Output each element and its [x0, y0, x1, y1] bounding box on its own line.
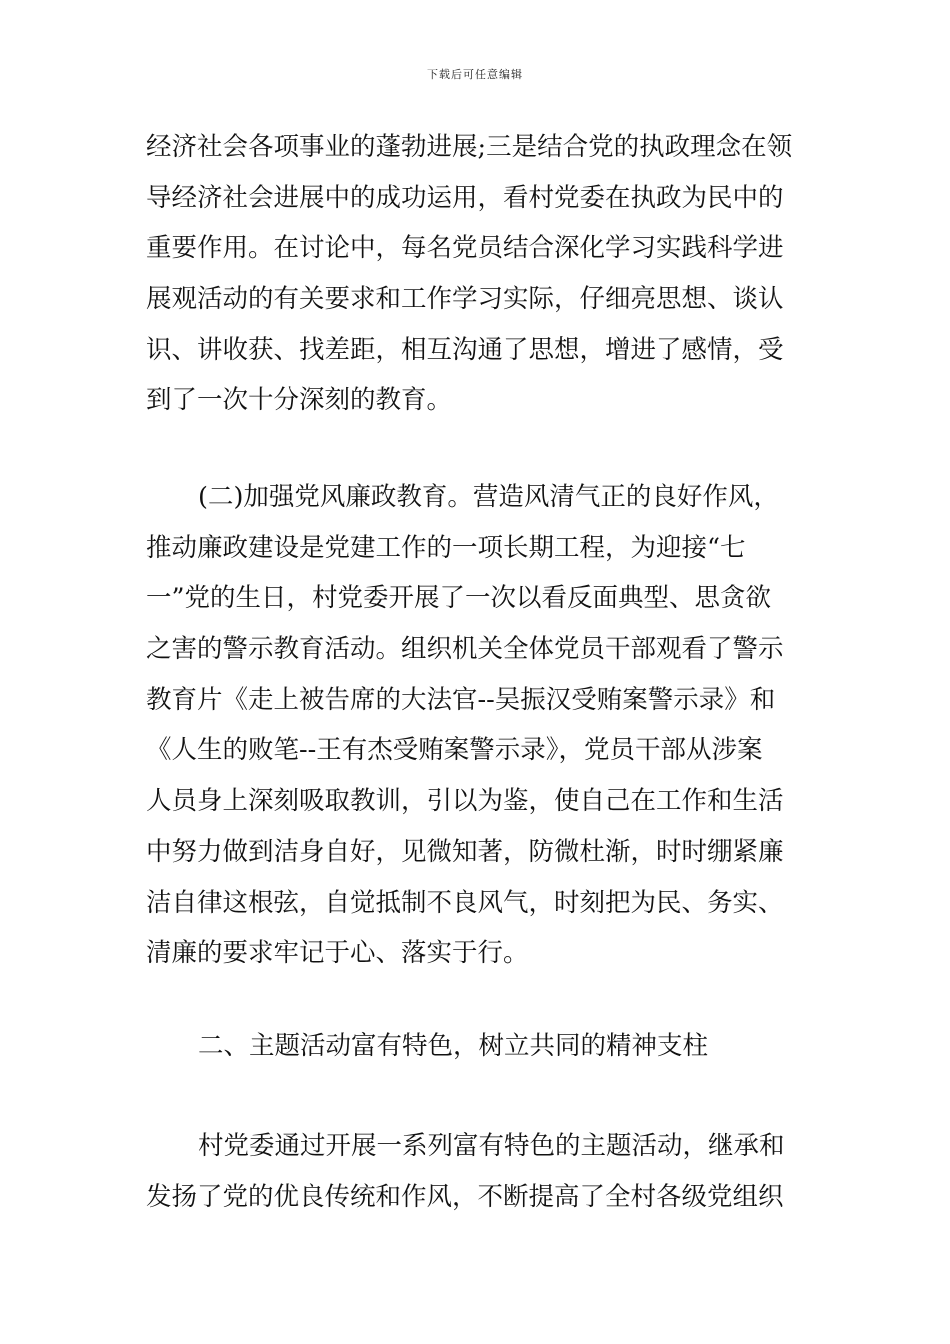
text-line: 村党委通过开展一系列富有特色的主题活动，继承和 — [198, 1131, 785, 1161]
text-line: 到了一次十分深刻的教育。 — [146, 385, 453, 416]
text-line: 清廉的要求牢记于心、落实于行。 — [146, 938, 529, 969]
paragraph-1 — [146, 122, 811, 426]
text-line: 教育片《走上被告席的大法官--吴振汉受贿案警示录》和 — [146, 684, 776, 715]
text-line: 推动廉政建设是党建工作的一项长期工程，为迎接“七 — [146, 532, 746, 563]
text-line: 经济社会各项事业的蓬勃进展;三是结合党的执政理念在领 — [146, 132, 793, 162]
text-line: 发扬了党的优良传统和作风，不断提高了全村各级党组织 — [146, 1181, 784, 1212]
text-line: 中努力做到洁身自好，见微知著，防微杜渐，时时绷紧廉 — [146, 836, 784, 867]
text-line: 展观活动的有关要求和工作学习实际，仔细亮思想、谈认 — [146, 284, 784, 315]
section-heading-text: 二、主题活动富有特色，树立共同的精神支柱 — [198, 1031, 709, 1061]
text-line: 之害的警示教育活动。组织机关全体党员干部观看了警示 — [146, 634, 784, 665]
text-line: 《人生的败笔--王有杰受贿案警示录》，党员干部从涉案 — [146, 735, 763, 766]
text-line: 人员身上深刻吸取教训，引以为鉴，使自己在工作和生活 — [146, 786, 784, 817]
page-header: 下载后可任意编辑 — [427, 68, 523, 81]
text-line: 洁自律这根弦，自觉抵制不良风气，时刻把为民、务实、 — [146, 887, 784, 918]
paragraph-2 — [146, 472, 811, 979]
text-line: 识、讲收获、找差距，相互沟通了思想，增进了感情，受 — [146, 334, 784, 365]
section-heading — [146, 1021, 811, 1072]
text-line: (二)加强党风廉政教育。营造风清气正的良好作风， — [198, 482, 779, 512]
paragraph-3 — [146, 1121, 811, 1222]
text-line: 一”党的生日，村党委开展了一次以看反面典型、思贪欲 — [146, 583, 772, 614]
text-line: 导经济社会进展中的成功运用，看村党委在执政为民中的 — [146, 182, 784, 213]
text-line: 重要作用。在讨论中，每名党员结合深化学习实践科学进 — [146, 233, 784, 264]
